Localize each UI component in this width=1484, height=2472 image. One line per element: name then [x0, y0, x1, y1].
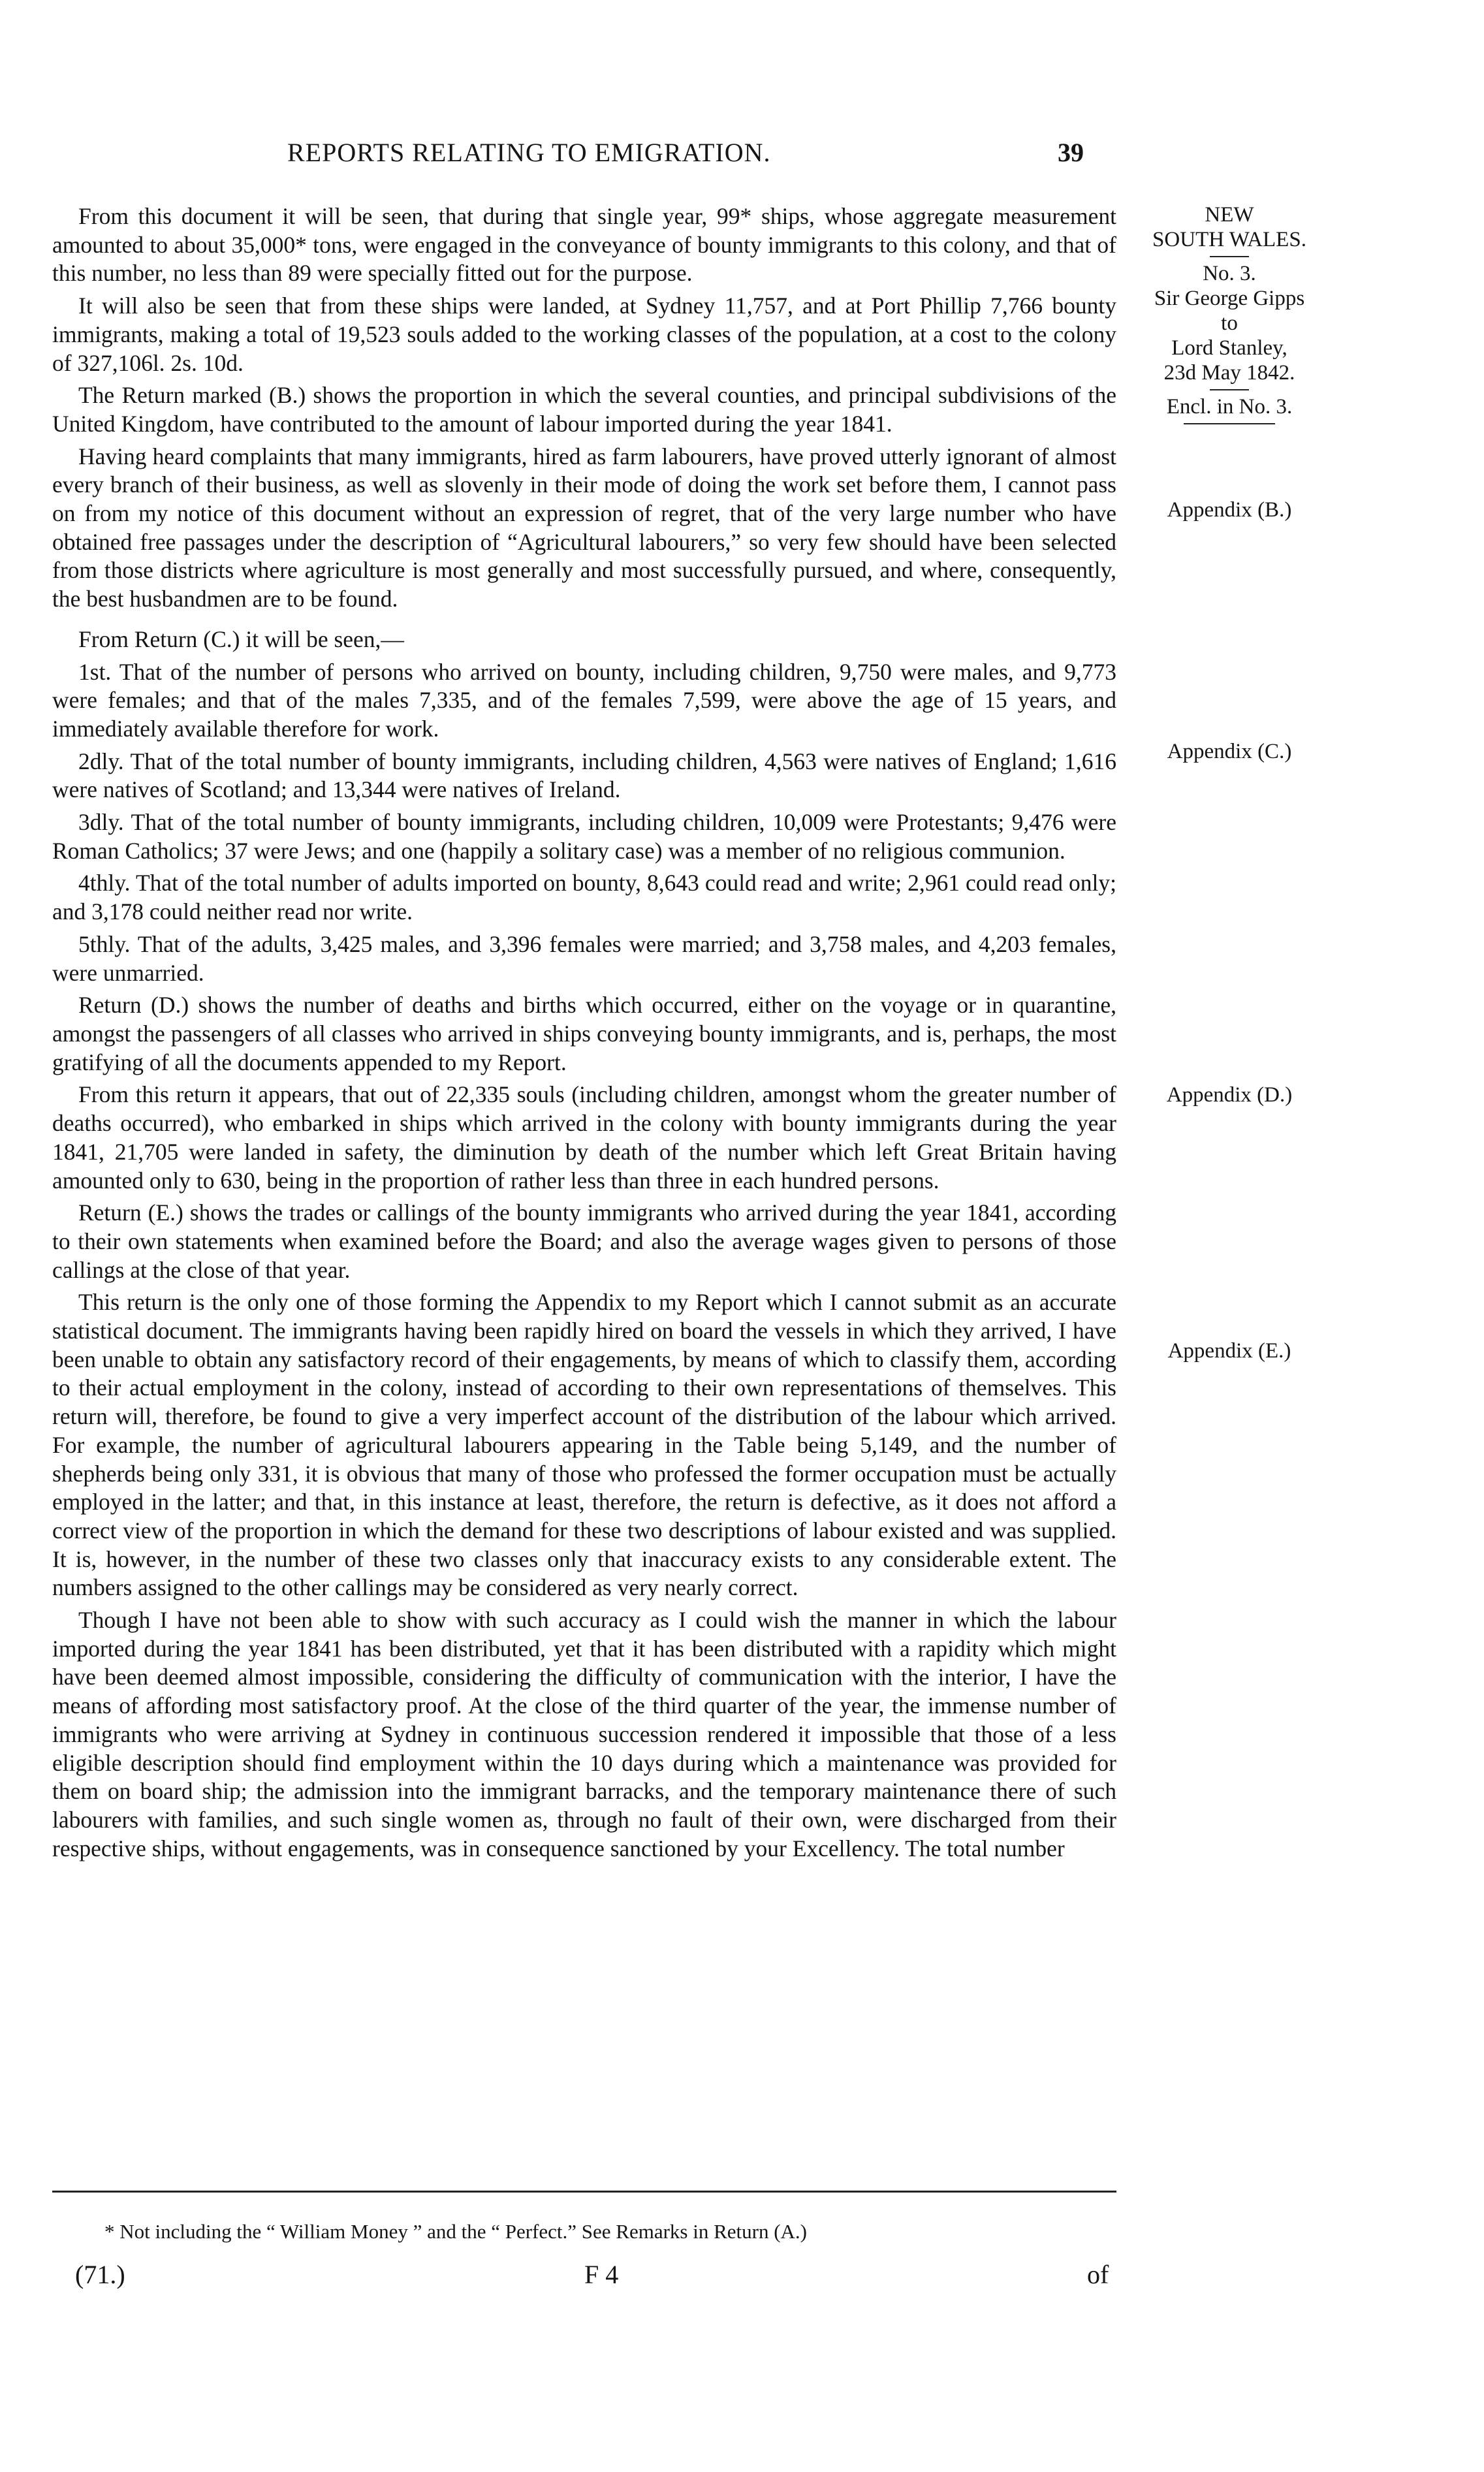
catchword: of: [1087, 2260, 1109, 2289]
paragraph-return-c-intro: From Return (C.) it will be seen,—: [78, 626, 404, 652]
margin-sender: Sir George Gipps: [1154, 287, 1305, 310]
margin-appendix-e: Appendix (E.): [1167, 1339, 1291, 1363]
paragraph-second: 2dly. That of the total number of bounty immigrants, including children, 4,563 were natives of England; 1,616 were natives of Scotland; and 13,344 were natives of Ireland.: [52, 748, 1116, 803]
margin-rule: [1184, 423, 1275, 424]
margin-colony: [1128, 202, 1331, 428]
paragraph-return-e: Return (E.) shows the trades or callings of the bounty immigrants who arrived during the year 1841, according to their own statements when examined before the Board; and also the average wages given to persons of those callings at the close of that year.: [52, 1199, 1116, 1283]
margin-recipient: Lord Stanley,: [1171, 336, 1287, 360]
paragraph-deaths: From this return it appears, that out of 22,335 souls (including children, amongst whom the greater number of deaths occurred), who embarked in ships which arrived in the colony with bounty immigrants during the year 1841, 21,705 were landed in safety, the diminution by death of the number which left Great Britain having amounted only to 630, being in the proportion of rather less than three in each hundred persons.: [52, 1081, 1116, 1194]
paragraph-return-d: Return (D.) shows the number of deaths and births which occurred, either on the voyage or in quarantine, amongst the passengers of all classes who arrived in ships conveying bounty immigrants, and is, perhaps, the most gratifying of all the documents appended to my Report.: [52, 992, 1116, 1075]
signature-mark: F 4: [584, 2260, 619, 2289]
paragraph-return-b: The Return marked (B.) shows the proportion in which the several counties, and principal subdivisions of the United Kingdom, have contributed to the amount of labour imported during the year 1841.: [52, 382, 1116, 437]
margin-rule: [1210, 256, 1249, 257]
margin-colony-line2: SOUTH WALES.: [1152, 228, 1306, 251]
paragraph-fourth: 4thly. That of the total number of adults imported on bounty, 8,643 could read and write; 2,961 could read only; and 3,178 could neither read nor write.: [52, 870, 1116, 925]
margin-appendix-c: Appendix (C.): [1167, 740, 1292, 763]
page-number: 39: [1058, 138, 1084, 167]
margin-rule: [1210, 389, 1249, 390]
running-title: REPORTS RELATING TO EMIGRATION.: [287, 138, 771, 167]
sheet-number: (71.): [75, 2260, 125, 2289]
paragraph-distribution: Though I have not been able to show with such accuracy as I could wish the manner in which the labour imported during the year 1841 has been distributed, yet that it has been distributed with a rapidity which might have been deemed almost impossible, considering the difficulty of communication with the interior, I have the means of affording most satisfactory proof. At the close of the third quarter of the year, the immense number of immigrants who were arriving at Sydney in continuous succession rendered it impossible that those of a less eligible description should find employment within the 10 days during which a maintenance was provided for them on board ship; the admission into the immigrant barracks, and the temporary maintenance there of such labourers with families, and such single women as, through no fault of their own, were discharged from their respective ships, without engagements, was in consequence sanctioned by your Excellency. The total number: [52, 1607, 1116, 1862]
paragraph-statistical: This return is the only one of those forming the Appendix to my Report which I cannot submit as an accurate statistical document. The immigrants having been rapidly hired on board the vessels in which they arrived, I have been unable to obtain any satisfactory record of their engagements, by means of which to classify them, according to their actual employment in the colony, instead of according to their own representations of themselves. This return will, therefore, be found to give a very imperfect account of the distribution of the labour which arrived. For example, the number of agricultural labourers appearing in the Table being 5,149, and the number of shepherds being only 331, it is obvious that many of those who professed the former occupation must be actually employed in the latter; and that, in this instance at least, therefore, the return is defective, as it does not afford a correct view of the proportion in which the demand for these two descriptions of labour existed and was supplied. It is, however, in the number of these two classes only that inaccuracy exists to any considerable extent. The numbers assigned to the other callings may be considered as very nearly correct.: [52, 1289, 1116, 1601]
footnote: * Not including the “ William Money ” and the “ Perfect.” See Remarks in Return (A.): [104, 2220, 807, 2243]
body-text: [52, 202, 1116, 1867]
margin-appendix-d: Appendix (D.): [1166, 1083, 1293, 1107]
paragraph-ships: From this document it will be seen, that during that single year, 99* ships, whose aggregate measurement amounted to about 35,000* tons, were engaged in the conveyance of bounty immigrants to this colony, and that of this number, no less than 89 were specially fitted out for the purpose.: [52, 203, 1116, 287]
margin-appendix-b: Appendix (B.): [1167, 498, 1292, 522]
margin-date: 23d May 1842.: [1163, 361, 1295, 385]
margin-colony-line1: NEW: [1205, 203, 1254, 227]
paragraph-complaints: Having heard complaints that many immigrants, hired as farm labourers, have proved utterly ignorant of almost every branch of their business, as well as slovenly in their mode of doing the work set before them, I cannot pass on from my notice of this document without an expression of regret, that of the very large number who have obtained free passages under the description of “Agricultural labourers,” so very few should have been selected from those districts where agriculture is most generally and most successfully pursued, and where, consequently, the best husbandmen are to be found.: [52, 443, 1116, 612]
margin-to: to: [1221, 311, 1238, 335]
paragraph-third: 3dly. That of the total number of bounty immigrants, including children, 10,009 were Protestants; 9,476 were Roman Catholics; 37 were Jews; and one (happily a solitary case) was a member of no religious communion.: [52, 809, 1116, 864]
paragraph-fifth: 5thly. That of the adults, 3,425 males, and 3,396 females were married; and 3,758 males, and 4,203 females, were unmarried.: [52, 930, 1116, 986]
margin-despatch-number: No. 3.: [1203, 262, 1256, 285]
footnote-rule: [52, 2191, 1116, 2193]
margin-enclosure: Encl. in No. 3.: [1166, 395, 1293, 419]
paragraph-landed: It will also be seen that from these ships were landed, at Sydney 11,757, and at Port Phillip 7,766 bounty immigrants, making a total of 19,523 souls added to the working classes of the population, at a cost to the colony of 327,106l. 2s. 10d.: [52, 293, 1116, 376]
paragraph-first: 1st. That of the number of persons who arrived on bounty, including children, 9,750 were males, and 9,773 were females; and that of the males 7,335, and of the females 7,599, were above the age of 15 years, and immediately available therefore for work.: [52, 658, 1116, 742]
